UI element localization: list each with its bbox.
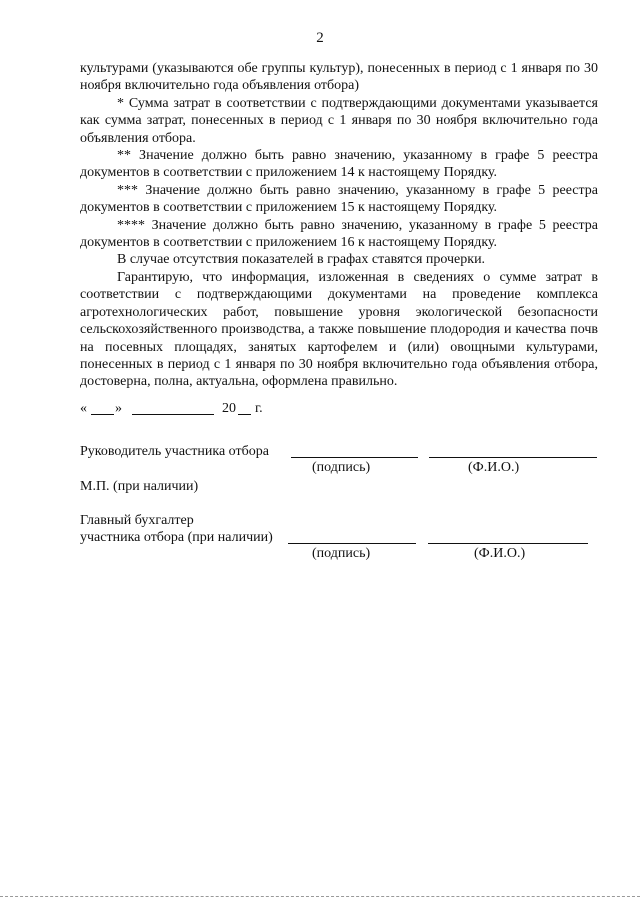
- footnote-4: **** Значение должно быть равно значению, указанному в графе 5 реестра документов в соответствии с приложением 16 к настоящему Порядку.: [80, 217, 598, 251]
- date-close-quote: »: [115, 401, 122, 416]
- accountant-name-line: [428, 543, 588, 544]
- month-blank: [132, 414, 214, 415]
- page-number: 2: [316, 30, 324, 46]
- accountant-name-caption: (Ф.И.О.): [474, 546, 526, 561]
- date-open-quote: «: [80, 401, 87, 416]
- year-blank: [238, 414, 251, 415]
- head-signature-line: [291, 457, 418, 458]
- footnote-2: ** Значение должно быть равно значению, указанному в графе 5 реестра документов в соответствии с приложением 14 к настоящему Порядку.: [80, 148, 598, 181]
- day-blank: [91, 414, 114, 415]
- head-name-line: [429, 457, 597, 458]
- head-name-caption: (Ф.И.О.): [468, 460, 520, 475]
- empty-values-note: В случае отсутствия показателей в графах ставятся прочерки.: [117, 252, 486, 268]
- accountant-label-line1: Главный бухгалтер: [80, 513, 194, 528]
- footnote-3: *** Значение должно быть равно значению, указанному в графе 5 реестра документов в соответствии с приложением 15 к настоящему Порядку.: [80, 182, 598, 216]
- paragraph-continuation: культурами (указываются обе группы культур), понесенных в период с 1 января по 30 ноября включительно года объявления отбора): [80, 61, 598, 94]
- accountant-signature-line: [288, 543, 416, 544]
- footnote-1: * Сумма затрат в соответствии с подтверждающими документами указывается как сумма затрат, понесенных в период с 1 января по 30 ноября включительно года объявления отбора.: [80, 95, 598, 146]
- stamp-label: М.П. (при наличии): [80, 479, 199, 494]
- guarantee-paragraph: Гарантирую, что информация, изложенная в сведениях о сумме затрат в соответствии с подтверждающими документами на проведение комплекса агротехнологических работ, повышение уровня экологической безопасности сельскохозяйственного производства, а также повышение плодородия и качества почв на посевных площадях, занятых картофелем и (или) овощными культурами, понесенных в период с 1 января по 30 ноября включительно года объявления отбора, достоверна, полна, актуальна, оформлена правильно.: [80, 269, 598, 390]
- document-body: [80, 60, 598, 391]
- head-signature-caption: (подпись): [312, 460, 371, 475]
- year-prefix: 20: [222, 401, 236, 416]
- page-bottom-edge: [0, 896, 640, 897]
- year-suffix: г.: [255, 401, 263, 416]
- accountant-signature-caption: (подпись): [312, 546, 371, 561]
- accountant-label-line2: участника отбора (при наличии): [80, 530, 273, 545]
- head-label: Руководитель участника отбора: [80, 444, 269, 459]
